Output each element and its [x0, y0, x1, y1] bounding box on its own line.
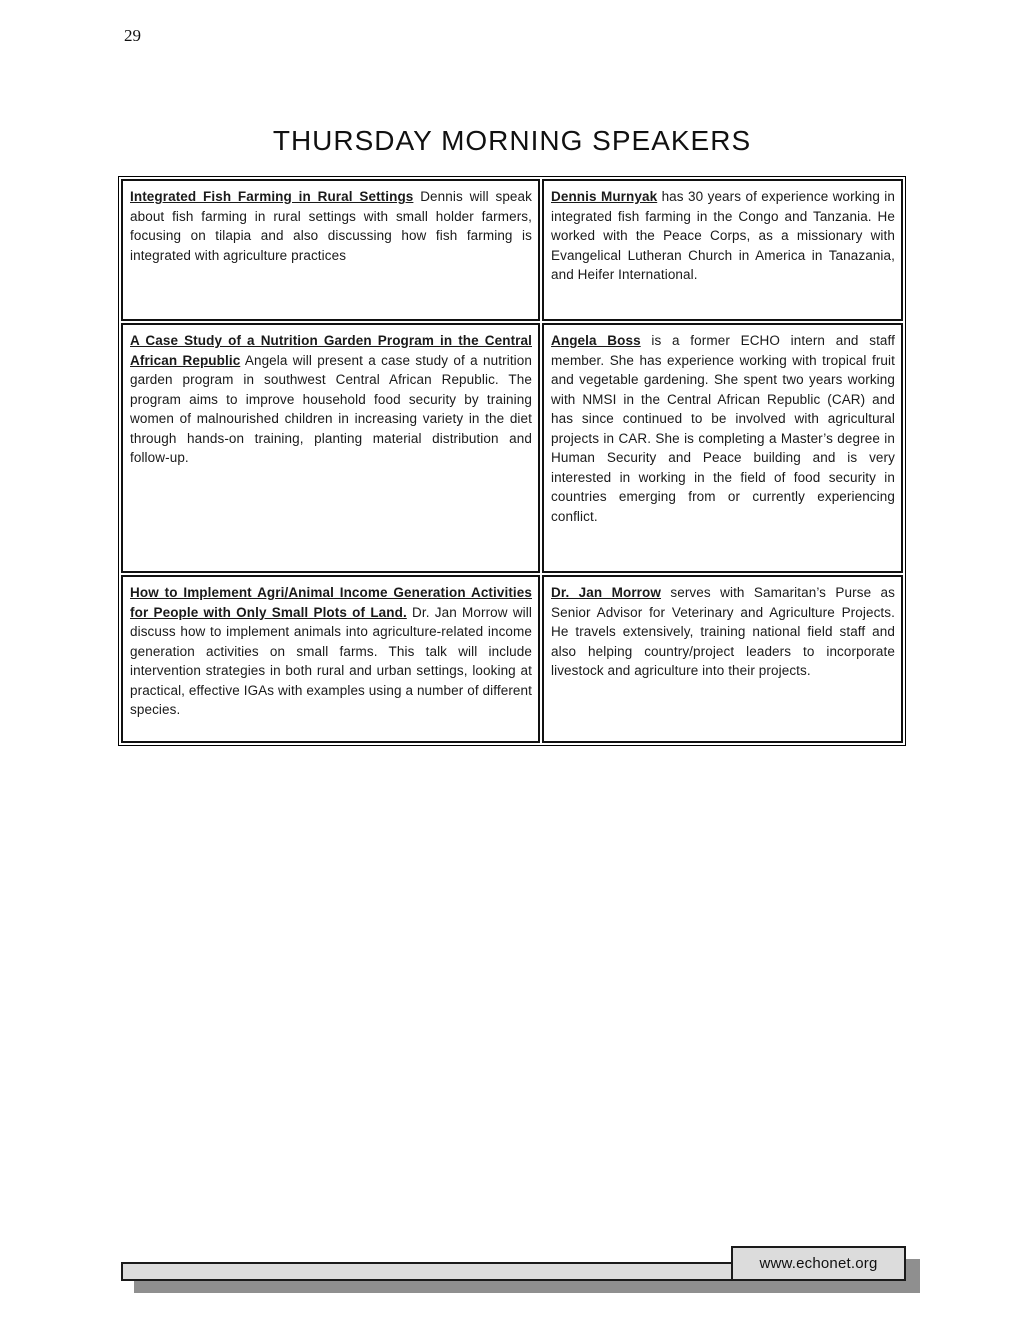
talk-paragraph: [130, 583, 532, 720]
talk-description: Dr. Jan Morrow will discuss how to implement animals into agriculture-related income generation activities on small farms. This talk will include intervention strategies in both rural and urban settings, looking at practical, effective IGAs with examples using a number of different species.: [130, 604, 532, 717]
speaker-name: Dennis Murnyak: [551, 189, 658, 204]
speaker-paragraph: [551, 187, 895, 285]
speakers-table: [118, 176, 906, 746]
page-number: 29: [124, 26, 141, 45]
table-row: [121, 575, 903, 743]
speaker-bio: serves with Samaritan’s Purse as Senior Advisor for Veterinary and Agriculture Projects. He travels extensively, training national field staff and also helping country/project leaders to incorporate livestock and agriculture into their projects.: [551, 585, 896, 678]
footer-url-tab[interactable]: [731, 1246, 906, 1281]
talk-paragraph: [130, 187, 532, 265]
speaker-paragraph: [551, 331, 895, 526]
speaker-bio: has 30 years of experience working in integrated fish farming in the Congo and Tanzania. He worked with the Peace Corps, as a missionary with Evangelical Lutheran Church in America in Tanazania, and Heifer International.: [551, 189, 895, 282]
talk-description: Dennis will speak about fish farming in rural settings with small holder farmers, focusing on tilapia and also discussing how fish farming is integrated with agriculture practices: [130, 189, 532, 263]
speaker-bio: is a former ECHO intern and staff member. She has experience working with tropical fruit and vegetable gardening. She spent two years working with NMSI in the Central African Republic (CAR) and has since continued to be involved with agricultural projects in CAR. She is completing a Master’s degree in Human Security and Peace building and is very interested in working in the field of food security in countries emerging from or currently experiencing conflict.: [551, 333, 895, 524]
speaker-paragraph: [551, 583, 895, 681]
speaker-cell: [542, 323, 903, 573]
talk-cell: [121, 323, 540, 573]
table-row: [121, 323, 903, 573]
speaker-cell: [542, 179, 903, 321]
speaker-cell: [542, 575, 903, 743]
table-row: [121, 179, 903, 321]
talk-title: Integrated Fish Farming in Rural Settings: [130, 189, 414, 204]
talk-description: Angela will present a case study of a nutrition garden program in southwest Central African Republic. The program aims to improve household food security by training women of malnourished children in increasing variety in the diet through hands-on training, planting material distribution and follow-up.: [130, 352, 532, 465]
talk-title: How to Implement Agri/Animal Income Generation Activities for People with Only Small Plots of Land.: [130, 585, 532, 620]
speaker-name: Dr. Jan Morrow: [551, 585, 661, 600]
footer-url[interactable]: www.echonet.org: [759, 1255, 878, 1272]
talk-cell: [121, 179, 540, 321]
talk-title: A Case Study of a Nutrition Garden Program in the Central African Republic: [130, 333, 532, 368]
speaker-name: Angela Boss: [551, 333, 641, 348]
page-title: THURSDAY MORNING SPEAKERS: [272, 125, 752, 156]
talk-paragraph: [130, 331, 532, 468]
talk-cell: [121, 575, 540, 743]
